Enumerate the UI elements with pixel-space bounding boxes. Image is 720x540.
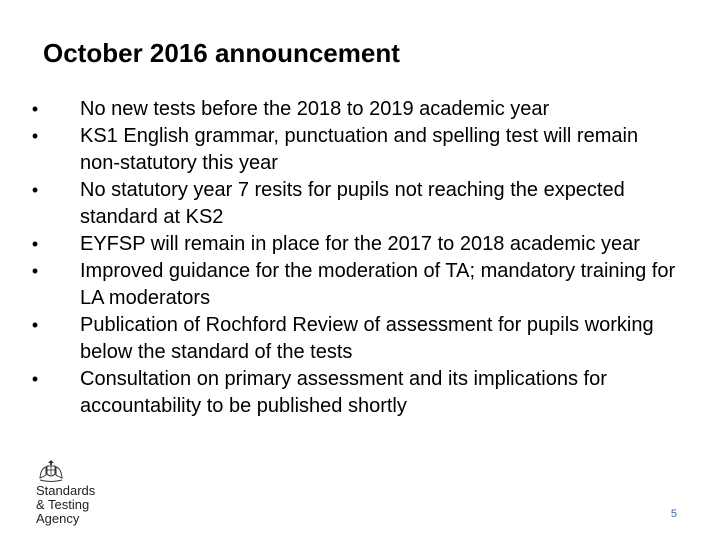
- bullet-item: [28, 231, 678, 258]
- bullet-marker: •: [31, 234, 39, 254]
- bullet-item: [28, 177, 678, 231]
- bullet-item: [28, 123, 678, 177]
- bullet-list: [28, 96, 678, 420]
- bullet-marker: •: [31, 126, 39, 146]
- bullet-text: Publication of Rochford Review of assessment for pupils working below the standard of the tests: [80, 314, 654, 363]
- bullet-text: EYFSP will remain in place for the 2017 to 2018 academic year: [80, 233, 640, 255]
- royal-coat-of-arms-icon: [36, 460, 66, 482]
- page-number: 5: [670, 508, 677, 520]
- bullet-marker: •: [31, 99, 39, 119]
- bullet-marker: •: [31, 369, 39, 389]
- sta-logo: [34, 460, 114, 532]
- bullet-text: Consultation on primary assessment and its implications for accountability to be published shortly: [80, 368, 607, 417]
- bullet-item: [28, 366, 678, 420]
- bullet-text: No new tests before the 2018 to 2019 academic year: [80, 98, 550, 120]
- logo-line: Agency: [36, 511, 80, 526]
- bullet-item: [28, 258, 678, 312]
- logo-line: & Testing: [36, 497, 90, 512]
- bullet-text: No statutory year 7 resits for pupils not reaching the expected standard at KS2: [80, 179, 625, 228]
- bullet-text: Improved guidance for the moderation of TA; mandatory training for LA moderators: [80, 260, 676, 309]
- logo-wordmark: [36, 484, 95, 526]
- bullet-item: [28, 312, 678, 366]
- bullet-marker: •: [31, 180, 39, 200]
- logo-line: Standards: [36, 483, 96, 498]
- bullet-marker: •: [31, 315, 39, 335]
- bullet-text: KS1 English grammar, punctuation and spelling test will remain non-statutory this year: [80, 125, 639, 174]
- slide-title: October 2016 announcement: [43, 38, 400, 68]
- bullet-marker: •: [31, 261, 39, 281]
- bullet-item: [28, 96, 678, 123]
